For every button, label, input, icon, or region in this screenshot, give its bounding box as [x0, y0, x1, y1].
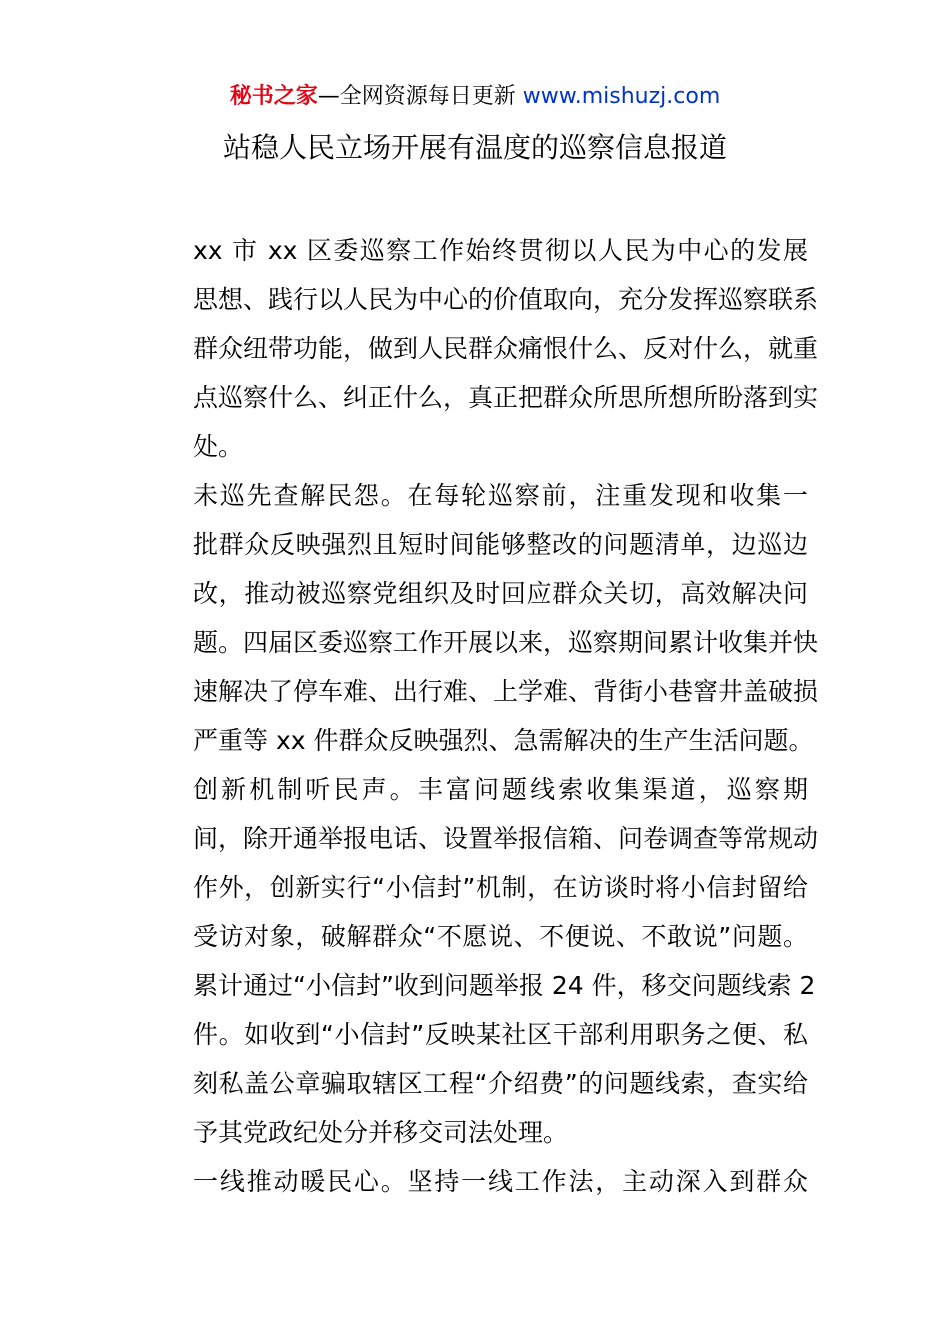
banner-tagline: —全网资源每日更新 [317, 84, 516, 109]
text-line: 改，推动被巡察党组织及时回应群众关切，高效解决问 [193, 579, 808, 608]
text-line: 思想、践行以人民为中心的价值取向，充分发挥巡察联系 [193, 285, 819, 314]
text-line: 题。四届区委巡察工作开展以来，巡察期间累计收集并快 [193, 628, 819, 657]
text-line: 创新机制听民声。丰富问题线索收集渠道，巡察期 [193, 775, 808, 804]
brand-name: 秘书之家 [229, 84, 318, 109]
paragraph-4 [143, 1157, 808, 1206]
text-line: 处。 [193, 432, 244, 461]
document-body [143, 226, 819, 1206]
text-line: xx 市 xx 区委巡察工作始终贯彻以人民为中心的发展 [193, 236, 808, 265]
document-title: 站稳人民立场开展有温度的巡察信息报道 [222, 131, 727, 164]
text-line: 批群众反映强烈且短时间能够整改的问题清单，边巡边 [193, 530, 808, 559]
text-line: 一线推动暖民心。坚持一线工作法，主动深入到群众 [193, 1167, 808, 1196]
paragraph-3 [143, 765, 819, 1157]
source-banner [0, 82, 950, 112]
paragraph-2 [143, 471, 819, 765]
text-line: 群众纽带功能，做到人民群众痛恨什么、反对什么，就重 [193, 334, 819, 363]
text-line: 累计通过“小信封”收到问题举报 24 件，移交问题线索 2 [193, 971, 816, 1000]
text-line: 作外，创新实行“小信封”机制，在访谈时将小信封留给 [193, 873, 808, 902]
text-line: 点巡察什么、纠正什么，真正把群众所思所想所盼落到实 [193, 383, 819, 412]
text-line: 速解决了停车难、出行难、上学难、背街小巷窨井盖破损 [193, 677, 819, 706]
text-line: 件。如收到“小信封”反映某社区干部利用职务之便、私 [193, 1020, 808, 1049]
text-line: 严重等 xx 件群众反映强烈、急需解决的生产生活问题。 [193, 726, 814, 755]
site-url: www.mishuzj.com [522, 84, 721, 109]
text-line: 未巡先查解民怨。在每轮巡察前，注重发现和收集一 [193, 481, 808, 510]
text-line: 予其党政纪处分并移交司法处理。 [193, 1118, 569, 1147]
text-line: 受访对象，破解群众“不愿说、不便说、不敢说”问题。 [193, 922, 808, 951]
text-line: 间，除开通举报电话、设置举报信箱、问卷调查等常规动 [193, 824, 819, 853]
text-line: 刻私盖公章骗取辖区工程“介绍费”的问题线索，查实给 [193, 1069, 808, 1098]
paragraph-1 [143, 226, 819, 471]
